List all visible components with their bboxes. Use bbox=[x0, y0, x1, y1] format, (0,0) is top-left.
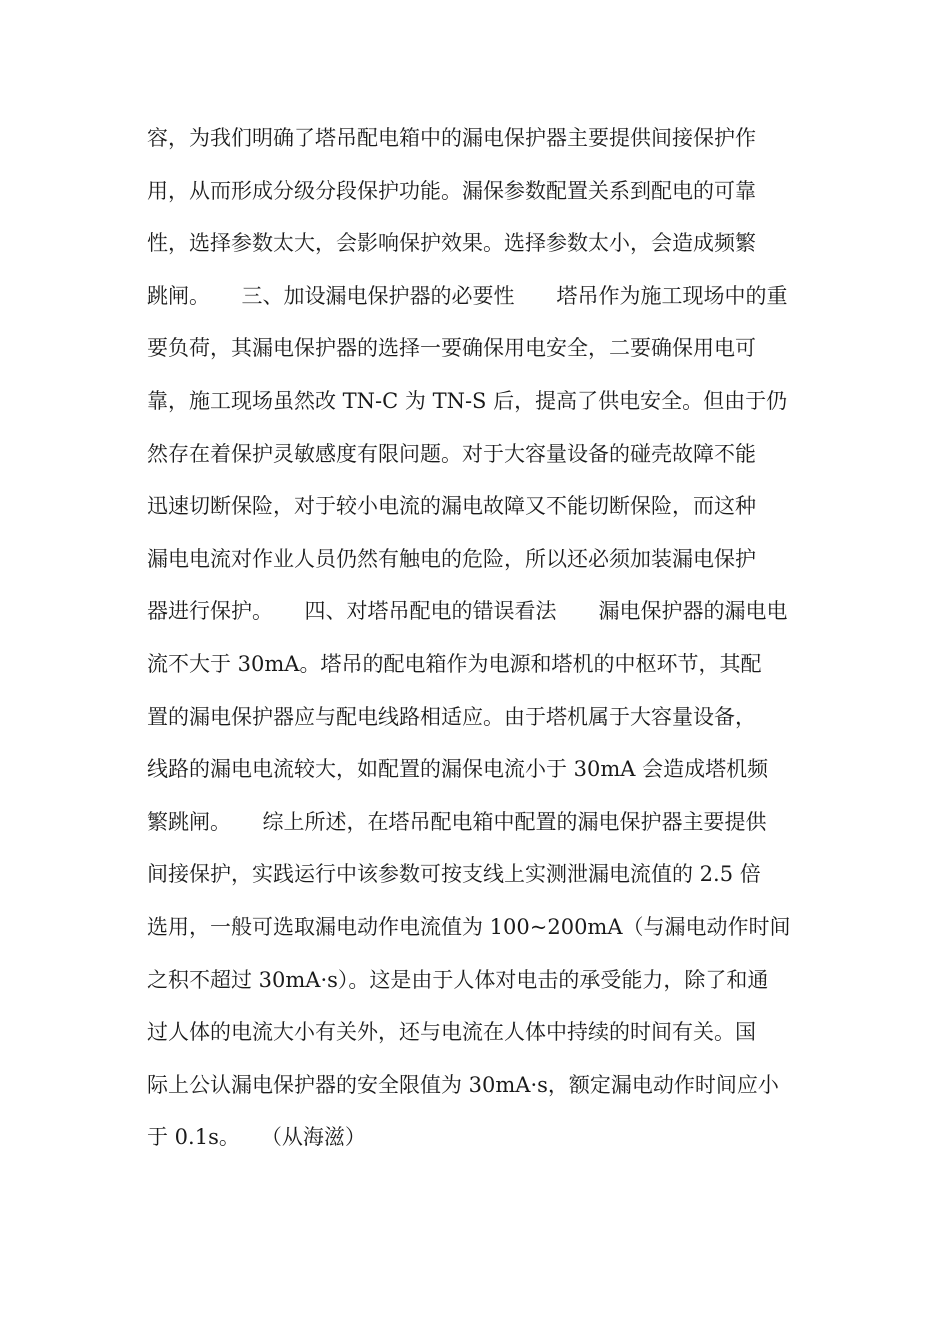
text-line: 流不大于 30mA。塔吊的配电箱作为电源和塔机的中枢环节，其配 bbox=[147, 651, 762, 676]
text-line: 容，为我们明确了塔吊配电箱中的漏电保护器主要提供间接保护作 bbox=[147, 126, 756, 150]
text-line: 过人体的电流大小有关外，还与电流在人体中持续的时间有关。国 bbox=[147, 1020, 756, 1045]
text-line: 于 0.1s。 （从海滋） bbox=[147, 1125, 366, 1150]
text-line: 漏电电流对作业人员仍然有触电的危险，所以还必须加装漏电保护 bbox=[147, 546, 756, 571]
text-line: 间接保护，实践运行中该参数可按支线上实测泄漏电流值的 2.5 倍 bbox=[147, 862, 761, 887]
text-line: 繁跳闸。 综上所述，在塔吊配电箱中配置的漏电保护器主要提供 bbox=[147, 809, 767, 834]
text-line: 选用，一般可选取漏电动作电流值为 100~200mA（与漏电动作时间 bbox=[147, 914, 791, 939]
text-line: 跳闸。 三、加设漏电保护器的必要性 塔吊作为施工现场中的重 bbox=[147, 283, 788, 308]
text-line: 置的漏电保护器应与配电线路相适应。由于塔机属于大容量设备， bbox=[147, 704, 756, 729]
text-line: 然存在着保护灵敏感度有限问题。对于大容量设备的碰壳故障不能 bbox=[147, 441, 756, 466]
text-line: 之积不超过 30mA·s）。这是由于人体对电击的承受能力，除了和通 bbox=[147, 967, 769, 992]
text-line: 迅速切断保险，对于较小电流的漏电故障又不能切断保险，而这种 bbox=[147, 494, 756, 519]
text-line: 线路的漏电电流较大，如配置的漏保电流小于 30mA 会造成塔机频 bbox=[147, 757, 769, 782]
text-line: 要负荷，其漏电保护器的选择一要确保用电安全，二要确保用电可 bbox=[147, 336, 756, 361]
text-line: 用，从而形成分级分段保护功能。漏保参数配置关系到配电的可靠 bbox=[147, 178, 756, 203]
text-line: 靠，施工现场虽然改 TN-C 为 TN-S 后，提高了供电安全。但由于仍 bbox=[147, 388, 788, 413]
body-text bbox=[147, 112, 807, 1164]
text-line: 器进行保护。 四、对塔吊配电的错误看法 漏电保护器的漏电电 bbox=[147, 599, 788, 624]
text-line: 际上公认漏电保护器的安全限值为 30mA·s，额定漏电动作时间应小 bbox=[147, 1072, 779, 1097]
text-line: 性，选择参数太大，会影响保护效果。选择参数太小，会造成频繁 bbox=[147, 231, 756, 256]
